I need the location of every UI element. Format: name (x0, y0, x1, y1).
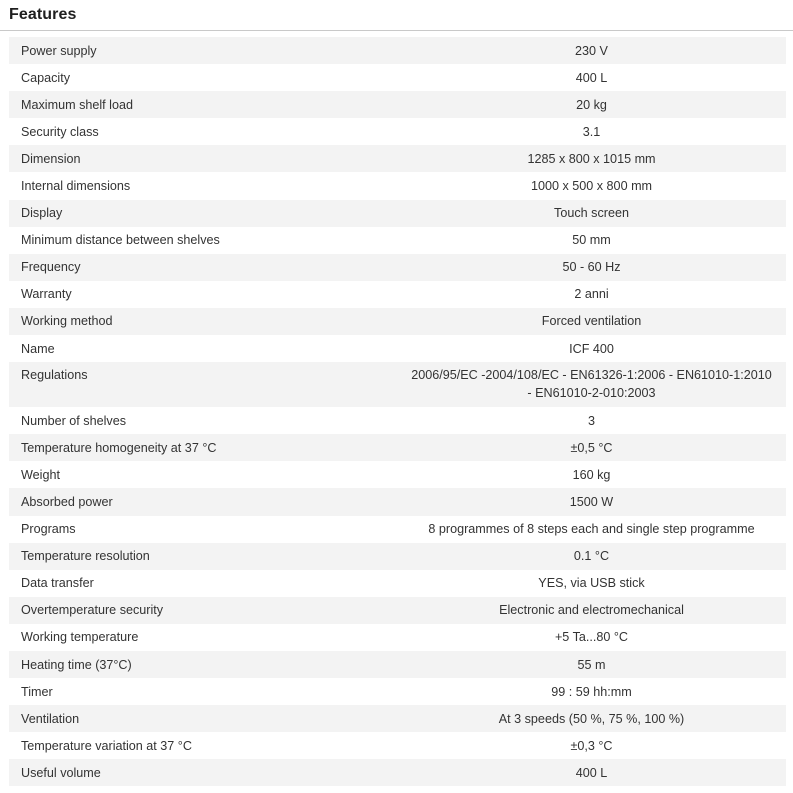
features-header (0, 0, 793, 31)
row-label: Working method (21, 314, 113, 329)
row-label: Warranty (21, 287, 72, 302)
row-value: 400 L (575, 765, 608, 780)
row-label: Maximum shelf load (21, 97, 133, 112)
row-label: Programs (21, 522, 76, 537)
row-value: 55 m (577, 657, 606, 672)
row-label: Capacity (21, 70, 70, 85)
table-row (9, 732, 786, 759)
row-value: 50 - 60 Hz (562, 260, 621, 275)
row-value: 50 mm (572, 233, 611, 248)
row-label: Display (21, 206, 63, 221)
table-row (9, 281, 786, 308)
row-label: Power supply (21, 43, 97, 58)
row-value: 230 V (575, 43, 608, 58)
row-value: ICF 400 (569, 341, 614, 356)
row-label: Minimum distance between shelves (21, 233, 220, 248)
section-title: Features (9, 6, 77, 23)
row-label: Working temperature (21, 630, 139, 645)
row-value: 3 (587, 413, 595, 428)
table-row (9, 172, 786, 199)
row-label: Absorbed power (21, 494, 113, 509)
row-value: YES, via USB stick (538, 576, 645, 591)
row-label: Data transfer (21, 576, 94, 591)
row-label: Heating time (37°C) (21, 657, 132, 672)
row-value: 160 kg (572, 467, 611, 482)
row-value: +5 Ta...80 °C (554, 630, 629, 645)
row-value: Electronic and electromechanical (499, 603, 684, 618)
table-row (9, 200, 786, 227)
row-value: Forced ventilation (541, 314, 642, 329)
row-label: Useful volume (21, 765, 101, 780)
table-row (9, 91, 786, 118)
table-row (9, 488, 786, 515)
row-value: ±0,5 °C (570, 440, 613, 455)
table-row (9, 335, 786, 362)
row-value: 1500 W (569, 494, 614, 509)
row-value: 0.1 °C (573, 549, 610, 564)
table-row (9, 64, 786, 91)
row-label: Timer (21, 684, 53, 699)
table-row (9, 118, 786, 145)
table-row (9, 651, 786, 678)
row-value: 3.1 (582, 124, 601, 139)
row-label: Internal dimensions (21, 179, 131, 194)
row-label: Overtemperature security (21, 603, 164, 618)
row-label: Weight (21, 467, 60, 482)
table-row (9, 624, 786, 651)
row-label: Security class (21, 124, 99, 139)
table-row (9, 362, 786, 407)
row-label: Temperature homogeneity at 37 °C (21, 440, 217, 455)
row-value: 20 kg (576, 97, 607, 112)
row-value: Touch screen (554, 206, 629, 221)
table-row (9, 570, 786, 597)
table-row (9, 407, 786, 434)
row-value: 400 L (575, 70, 608, 85)
features-table (9, 37, 786, 786)
row-value: 99 : 59 hh:mm (551, 684, 632, 699)
row-label: Temperature resolution (21, 549, 150, 564)
table-row (9, 145, 786, 172)
row-value: 1000 x 500 x 800 mm (530, 179, 653, 194)
table-row (9, 308, 786, 335)
row-label: Dimension (21, 151, 81, 166)
row-label: Ventilation (21, 711, 80, 726)
row-label: Name (21, 341, 55, 356)
table-row (9, 37, 786, 64)
table-row (9, 543, 786, 570)
row-label: Regulations (21, 368, 88, 383)
row-value: 1285 x 800 x 1015 mm (527, 151, 656, 166)
table-row (9, 597, 786, 624)
table-row (9, 434, 786, 461)
table-row (9, 461, 786, 488)
row-value: At 3 speeds (50 %, 75 %, 100 %) (498, 711, 685, 726)
row-label: Frequency (21, 260, 81, 275)
table-row (9, 678, 786, 705)
table-row (9, 759, 786, 786)
table-row (9, 254, 786, 281)
table-row (9, 516, 786, 543)
row-value: 2006/95/EC -2004/108/EC - EN61326-1:2006 - EN61010-1:2010 - EN61010-2-010:2003 (411, 368, 772, 401)
row-value: ±0,3 °C (570, 738, 613, 753)
table-row (9, 705, 786, 732)
row-value: 2 anni (574, 287, 609, 302)
row-value: 8 programmes of 8 steps each and single step programme (428, 522, 755, 537)
table-row (9, 227, 786, 254)
row-label: Temperature variation at 37 °C (21, 738, 192, 753)
row-label: Number of shelves (21, 413, 126, 428)
